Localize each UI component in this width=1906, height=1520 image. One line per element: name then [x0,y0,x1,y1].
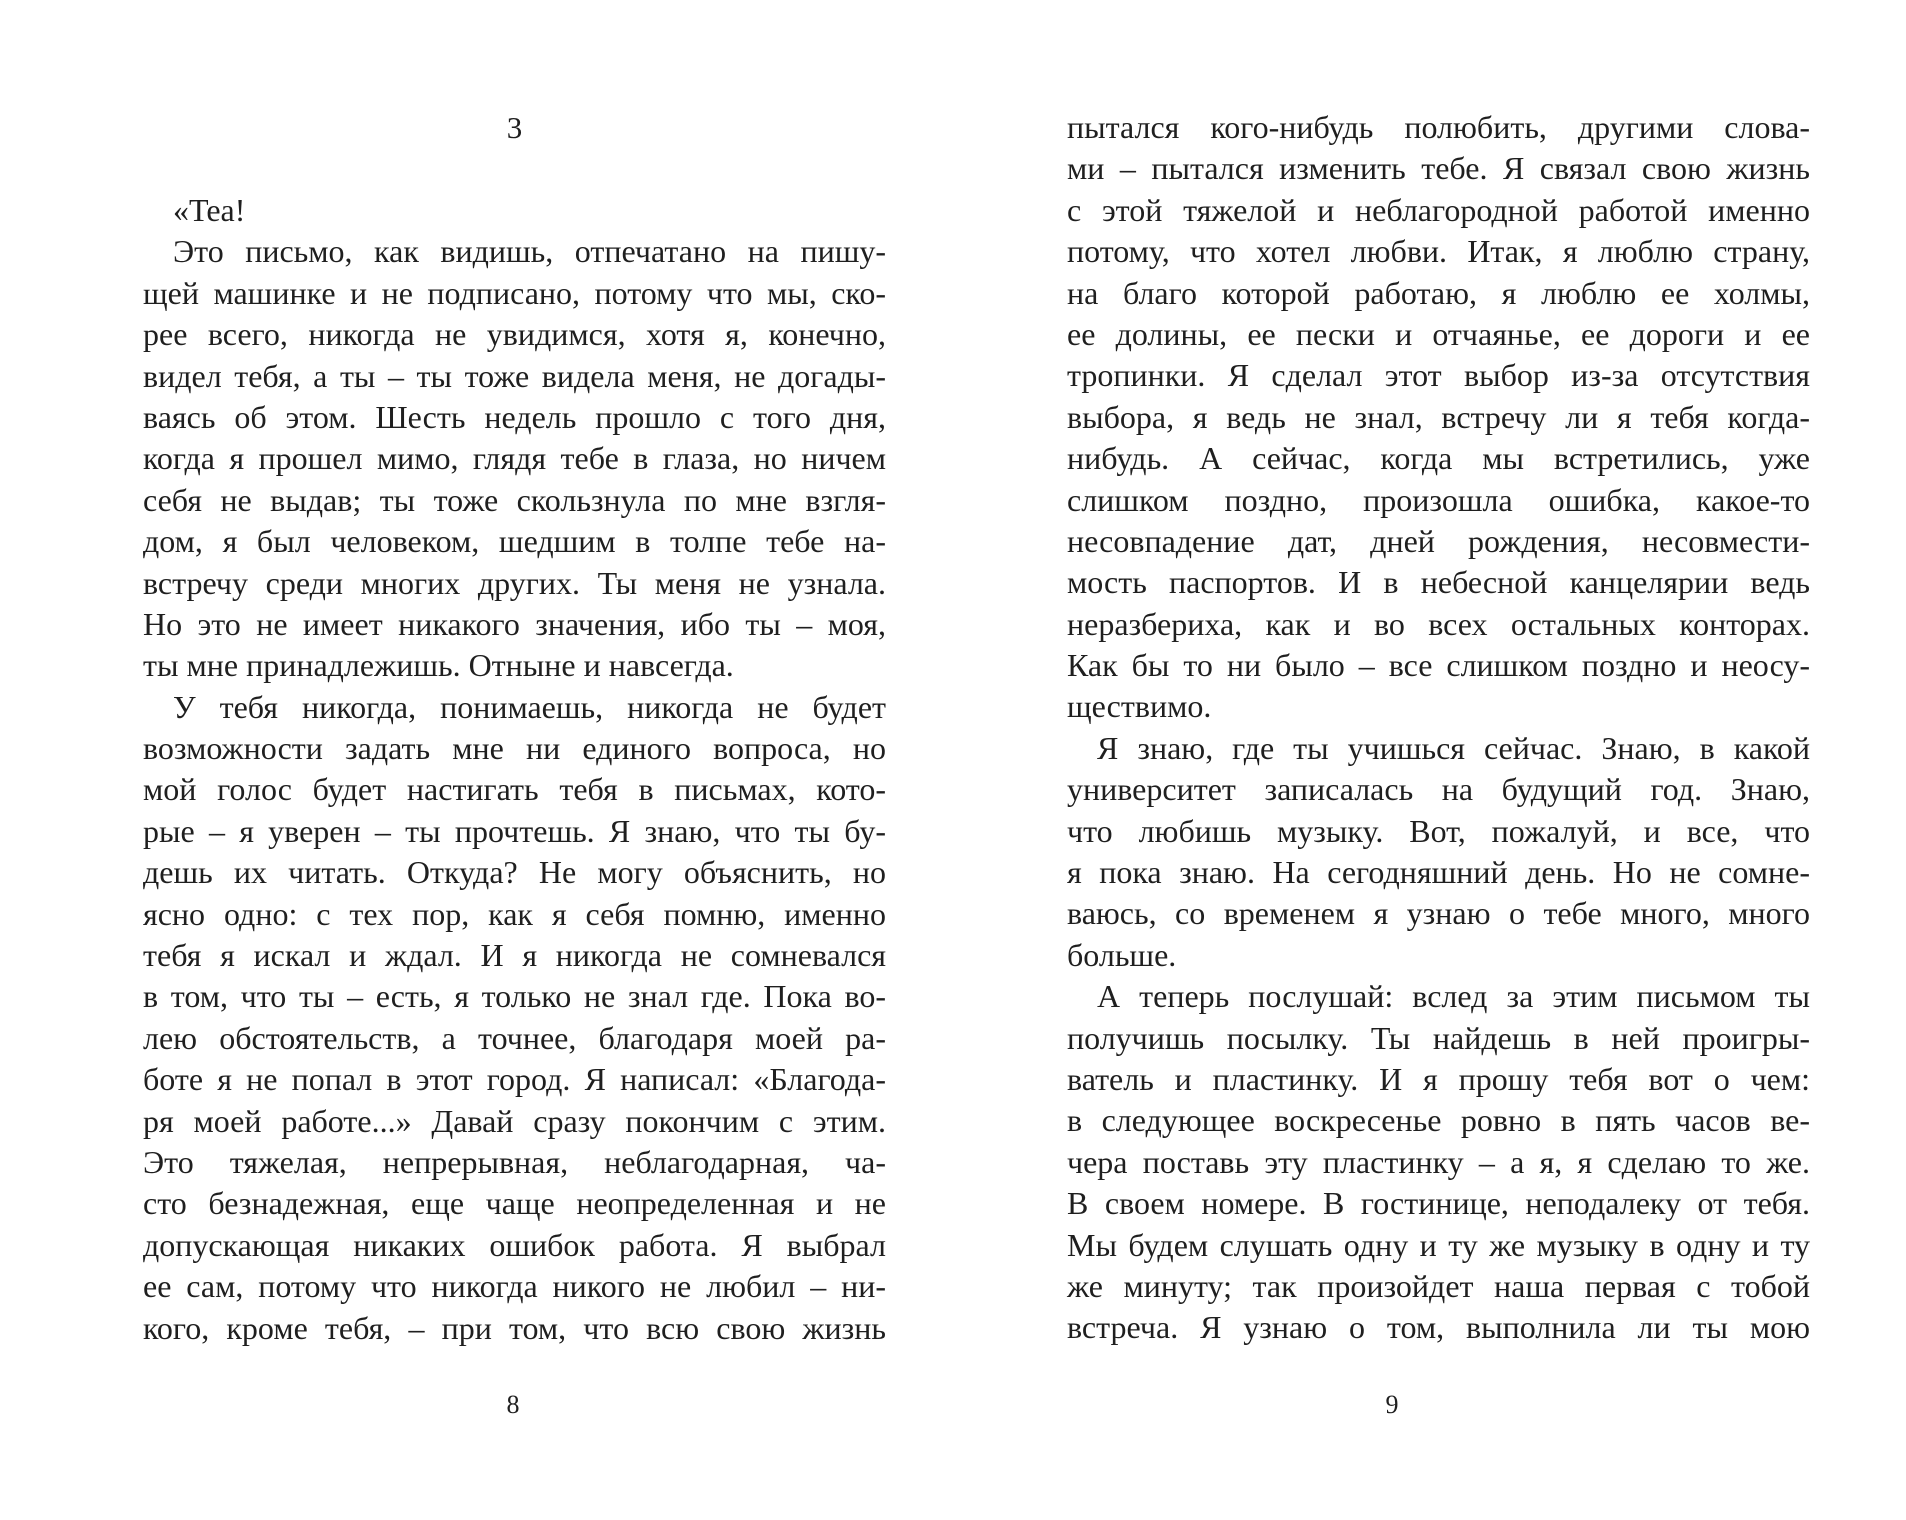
text-line: мость паспортов. И в небесной канцелярии ведь [1067,564,1810,601]
text-line: ваюсь, со временем я узнаю о тебе много, много [1067,895,1810,932]
text-line: возможности задать мне ни единого вопроса, но [143,730,886,767]
text-line: ваясь об этом. Шесть недель прошло с того дня, [143,398,886,435]
text-line: кого, кроме тебя, – при том, что всю свою жизнь [143,1309,886,1346]
text-line: щей машинке и не подписано, потому что мы, ско- [143,274,886,311]
text-line: Это тяжелая, непрерывная, неблагодарная, ча- [143,1143,886,1180]
text-line: в том, что ты – есть, я только не знал где. Пока во- [143,978,886,1015]
text-line: дешь их читать. Откуда? Не могу объяснить, но [143,854,886,891]
text-line: боте я не попал в этот город. Я написал: «Благода- [143,1061,886,1098]
text-line: потому, что хотел любви. Итак, я люблю страну, [1067,233,1810,270]
text-line: ватель и пластинку. И я прошу тебя вот о чем: [1067,1060,1810,1097]
text-line: дом, я был человеком, шедшим в толпе тебе на- [143,523,886,560]
text-line: нибудь. А сейчас, когда мы встретились, уже [1067,440,1810,477]
right-page [953,0,1906,1520]
page-number-left: 8 [506,1390,520,1419]
text-line: лею обстоятельств, а точнее, благодаря моей ра- [143,1019,886,1056]
text-line: же минуту; так произойдет наша первая с тобой [1067,1267,1810,1304]
text-line: встречу среди многих других. Ты меня не узнала. [143,564,886,601]
text-line: себя не выдав; ты тоже скользнула по мне взгля- [143,481,886,518]
text-line: ми – пытался изменить тебе. Я связал свою жизнь [1067,150,1810,187]
text-line: сто безнадежная, еще чаще неопределенная и не [143,1185,886,1222]
left-page-text [143,190,886,1349]
text-line: Мы будем слушать одну и ту же музыку в одну и ту [1067,1226,1810,1263]
text-line: ря моей работе...» Давай сразу покончим с этим. [143,1102,886,1139]
right-page-text [1067,107,1810,1349]
text-line: Это письмо, как видишь, отпечатано на пишу- [173,233,886,270]
text-line: в следующее воскресенье ровно в пять часов ве- [1067,1102,1810,1139]
text-line: рые – я уверен – ты прочтешь. Я знаю, что ты бу- [143,812,886,849]
text-line: университет записалась на будущий год. Знаю, [1067,771,1810,808]
text-line: выбора, я ведь не знал, встречу ли я тебя когда- [1067,398,1810,435]
text-line: В своем номере. В гостинице, неподалеку от тебя. [1067,1185,1810,1222]
text-line: У тебя никогда, понимаешь, никогда не будет [173,688,886,725]
text-line: видел тебя, а ты – ты тоже видела меня, не догады- [143,357,886,394]
text-line: Как бы то ни было – все слишком поздно и неосу- [1067,647,1810,684]
text-line: ществимо. [1067,688,1212,725]
text-line: ее сам, потому что никогда никого не любил – ни- [143,1268,886,1305]
text-line: неразбериха, как и во всех остальных конторах. [1067,605,1810,642]
text-line: встреча. Я узнаю о том, выполнила ли ты мою [1067,1309,1810,1346]
text-line: Я знаю, где ты учишься сейчас. Знаю, в какой [1097,729,1810,766]
text-line: слишком поздно, произошла ошибка, какое-то [1067,481,1810,518]
text-line: больше. [1067,936,1177,973]
text-line: тебя я искал и ждал. И я никогда не сомневался [143,937,886,974]
text-line: ясно одно: с тех пор, как я себя помню, именно [143,895,886,932]
text-line: я пока знаю. На сегодняшний день. Но не сомне- [1067,854,1810,891]
text-line: допускающая никаких ошибок работа. Я выбрал [143,1226,886,1263]
page-number-right: 9 [1385,1390,1399,1419]
text-line: с этой тяжелой и неблагородной работой именно [1067,191,1810,228]
text-line: чера поставь эту пластинку – а я, я сделаю то же. [1067,1143,1810,1180]
text-line: «Tea! [173,192,246,228]
text-line: получишь посылку. Ты найдешь в ней проигры- [1067,1019,1810,1056]
text-line: пытался кого-нибудь полюбить, другими слова- [1067,109,1810,145]
text-line: ее долины, ее пески и отчаянье, ее дороги и ее [1067,315,1810,352]
chapter-number: 3 [506,110,523,145]
text-line: на благо которой работаю, я люблю ее холмы, [1067,274,1810,311]
text-line: ты мне принадлежишь. Отныне и навсегда. [143,647,734,684]
text-line: Но это не имеет никакого значения, ибо ты – моя, [143,605,886,642]
text-line: несовпадение дат, дней рождения, несовмести- [1067,522,1810,559]
text-line: что любишь музыку. Вот, пожалуй, и все, что [1067,812,1810,849]
text-line: мой голос будет настигать тебя в письмах, кото- [143,771,886,808]
text-line: А теперь послушай: вслед за этим письмом ты [1097,978,1810,1015]
text-line: тропинки. Я сделал этот выбор из-за отсутствия [1067,357,1810,394]
text-line: когда я прошел мимо, глядя тебе в глаза, но ничем [143,440,886,477]
text-line: рее всего, никогда не увидимся, хотя я, конечно, [143,316,886,353]
